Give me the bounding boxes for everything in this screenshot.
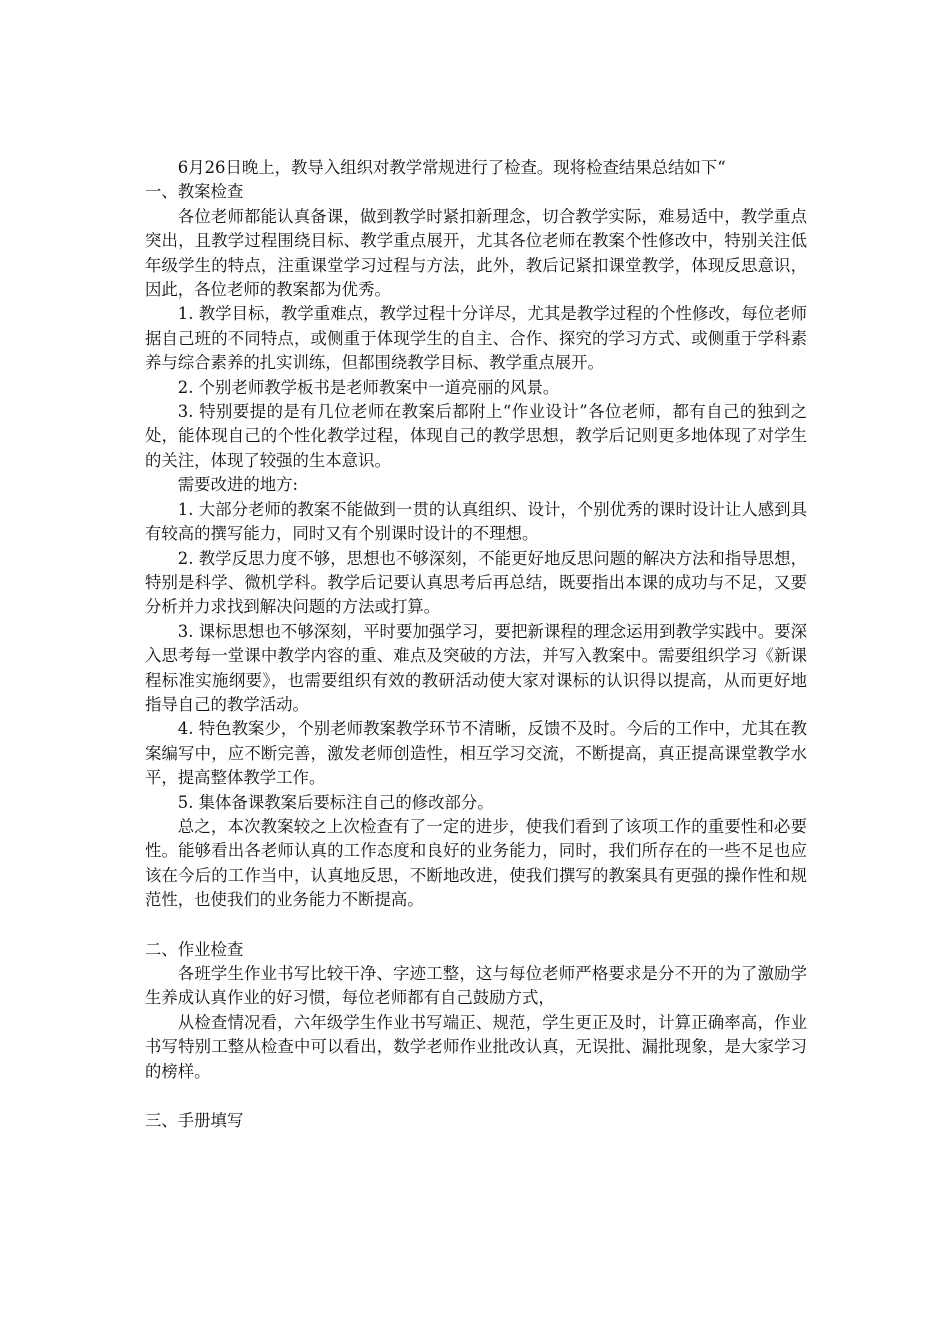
section2-paragraph-1: 各班学生作业书写比较干净、字迹工整，这与每位老师严格要求是分不开的为了激励学生养成认真作业的好习惯，每位老师都有自己鼓励方式， [145,964,807,1008]
section3-heading: 三、手册填写 [145,1111,244,1131]
intro-paragraph: 6月26日晚上，教导入组织对教学常规进行了检查。现将检查结果总结如下“ [177,158,726,177]
improvement-item-3: 3. 课标思想也不够深刻，平时要加强学习，要把新课程的理念运用到教学实践中。要深入思考每一堂课中教学内容的重、难点及突破的方法，并写入教案中。需要组织学习《新课程标准实施纲要》，也需要组织有效的教研活动使大家对课标的认识得以提高，从而更好地指导自己的教学活动。 [145,621,807,714]
section1-item-1: 1. 教学目标，教学重难点，教学过程十分详尽，尤其是教学过程的个性修改，每位老师据自己班的不同特点，或侧重于体现学生的自主、合作、探究的学习方式、或侧重于学科素养与综合素养的扎实训练，但都围绕教学目标、教学重点展开。 [145,304,807,373]
section1-paragraph-1: 各位老师都能认真备课，做到教学时紧扣新理念，切合教学实际，难易适中，教学重点突出，且教学过程围绕目标、教学重点展开，尤其各位老师在教案个性修改中，特别关注低年级学生的特点，注重课堂学习过程与方法，此外，教后记紧扣课堂教学，体现反思意识，因此，各位老师的教案都为优秀。 [145,206,807,300]
section-gap [145,913,807,938]
improvement-item-5: 5. 集体备课教案后要标注自己的修改部分。 [177,792,494,812]
section-gap [145,1084,807,1109]
section-homework-check [145,938,807,1084]
section1-item-3: 3. 特别要提的是有几位老师在教案后都附上“作业设计”各位老师，都有自己的独到之处，能体现自己的个性化教学过程，体现自己的教学思想，教学后记则更多地体现了对学生的关注，体现了较强的生本意识。 [145,402,807,470]
improvement-item-2: 2. 教学反思力度不够，思想也不够深刻，不能更好地反思问题的解决方法和指导思想，特别是科学、微机学科。教学后记要认真思考后再总结，既要指出本课的成功与不足，又要分析并力求找到解决问题的方法或打算。 [145,548,807,617]
improvement-item-4: 4. 特色教案少，个别老师教案教学环节不清晰，反馈不及时。今后的工作中，尤其在教案编写中，应不断完善，激发老师创造性，相互学习交流，不断提高，真正提高课堂教学水平，提高整体教学工作。 [145,719,807,788]
section2-heading: 二、作业检查 [145,939,244,959]
section1-heading: 一、教案检查 [145,182,244,202]
section1-summary: 总之，本次教案较之上次检查有了一定的进步，使我们看到了该项工作的重要性和必要性。能够看出各老师认真的工作态度和良好的业务能力，同时，我们所存在的一些不足也应该在今后的工作当中，认真地反思，不断地改进，使我们撰写的教案具有更强的操作性和规范性，也使我们的业务能力不断提高。 [145,816,807,910]
section-handbook [145,1109,807,1133]
improvement-item-1: 1. 大部分老师的教案不能做到一贯的认真组织、设计，个别优秀的课时设计让人感到具有较高的撰写能力，同时又有个别课时设计的不理想。 [145,499,807,544]
improvement-label: 需要改进的地方: [177,475,299,495]
section1-item-2: 2. 个别老师教学板书是老师教案中一道亮丽的风景。 [177,377,560,397]
section-lesson-plan-check [145,180,807,912]
document-page [145,156,807,1133]
section2-paragraph-2: 从检查情况看，六年级学生作业书写端正、规范，学生更正及时，计算正确率高，作业书写特别工整从检查中可以看出，数学老师作业批改认真，无误批、漏批现象，是大家学习的榜样。 [145,1012,807,1081]
